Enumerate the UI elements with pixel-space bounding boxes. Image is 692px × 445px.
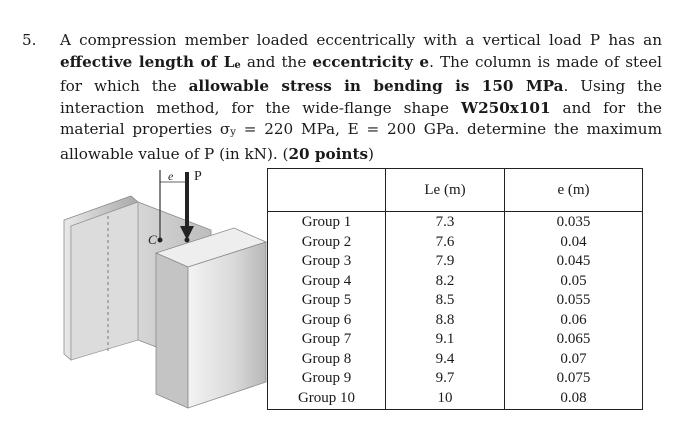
le-value: 10 (437, 389, 453, 406)
bold-effective-length: effective length of Le (60, 52, 241, 71)
e-value: 0.05 (560, 272, 587, 289)
text-7: ) (368, 144, 374, 163)
e-column (505, 212, 643, 410)
le-value: 8.2 (435, 272, 455, 289)
bold-shape: W250x101 (461, 98, 551, 117)
text-2: and the (240, 52, 313, 71)
group-column (268, 212, 386, 410)
bold-points: 20 points (288, 144, 369, 163)
group-name: Group 5 (301, 292, 352, 308)
e-value: 0.075 (556, 370, 591, 386)
text-3: . The column is made of steel for which the (60, 52, 662, 95)
text-4: . Using the interaction method, for the wide-flange shape (60, 77, 663, 117)
text-1: A compression member loaded eccentrically with a vertical load P has an (60, 31, 662, 49)
le-value: 8.8 (435, 311, 455, 328)
group-name: Group 1 (301, 214, 352, 230)
group-name: Group 8 (301, 350, 352, 367)
e-value: 0.08 (560, 389, 587, 406)
table-header-row (268, 169, 643, 212)
group-name: Group 4 (301, 272, 352, 289)
le-value: 9.4 (435, 350, 455, 367)
label-e: e (168, 169, 174, 183)
e-value: 0.045 (556, 253, 591, 269)
header-le: Le (m) (386, 169, 505, 212)
sigma-subscript: y (230, 127, 236, 138)
le-column (386, 212, 505, 410)
bold-eccentricity: eccentricity e (312, 52, 430, 71)
e-value: 0.06 (560, 311, 587, 328)
le-value: 8.5 (435, 292, 455, 308)
e-value: 0.065 (556, 331, 591, 347)
e-value: 0.055 (556, 292, 591, 308)
table-body-row (268, 212, 643, 410)
group-name: Group 7 (301, 331, 352, 347)
front-flange-outer (188, 242, 266, 408)
column-figure (56, 168, 276, 410)
front-flange-face (156, 253, 188, 408)
centroid-dot (158, 238, 163, 243)
le-value: 7.6 (435, 233, 455, 250)
load-point-dot (185, 238, 190, 243)
back-flange-face (71, 202, 138, 360)
e-value: 0.04 (560, 233, 587, 250)
group-name: Group 10 (297, 389, 356, 406)
le-value: 7.9 (435, 253, 455, 269)
group-name: Group 3 (301, 253, 352, 269)
group-name: Group 9 (301, 370, 352, 386)
header-empty (268, 169, 386, 212)
label-P: P (194, 169, 202, 184)
e-value: 0.035 (556, 214, 591, 230)
problem-text (60, 30, 662, 165)
group-name: Group 2 (301, 233, 352, 250)
data-table (267, 168, 643, 410)
problem-statement (22, 30, 662, 165)
bold-allowable-stress: allowable stress in bending is 150 MPa (188, 77, 564, 95)
text-6: = 220 MPa, E = 200 GPa. determine the maximum allowable value of P (in kN). ( (60, 120, 662, 163)
e-value: 0.07 (560, 350, 587, 367)
header-e: e (m) (505, 169, 643, 212)
le-value: 9.1 (435, 331, 455, 347)
group-name: Group 6 (301, 311, 352, 328)
le-subscript: e (234, 59, 241, 71)
le-value: 7.3 (435, 214, 455, 230)
le-value: 9.7 (435, 370, 455, 386)
label-C: C (148, 232, 157, 247)
text-5: and for the material properties σ (60, 98, 662, 138)
problem-number: 5. (22, 31, 37, 49)
